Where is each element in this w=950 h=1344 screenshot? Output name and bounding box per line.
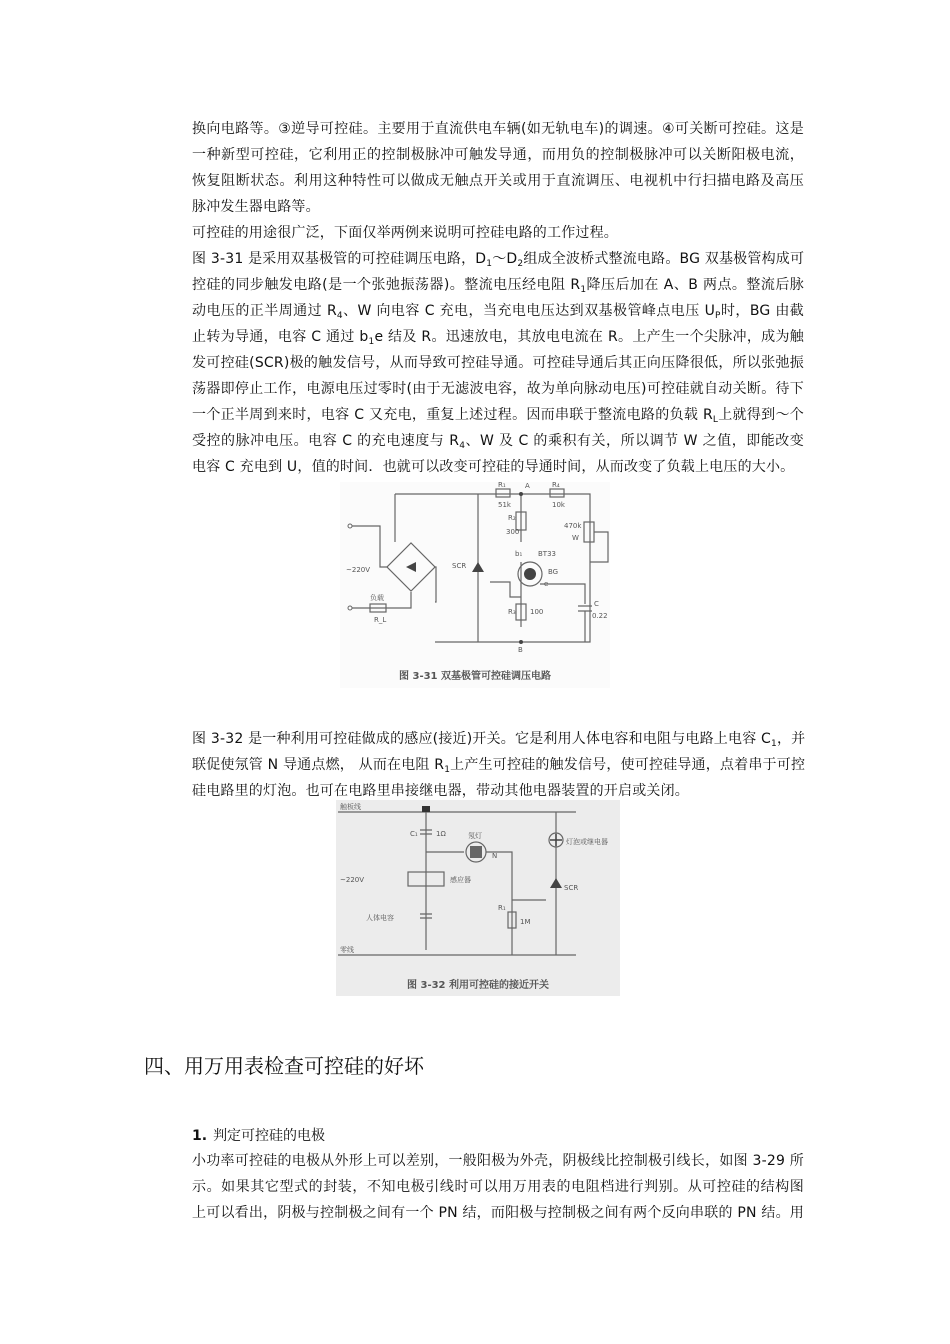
paragraph-electrode-identification: [192, 1148, 804, 1226]
figure-caption: 图 3-32 利用可控硅的接近开关: [407, 980, 549, 991]
label-r4: R₄: [552, 482, 560, 489]
label-bt33: BT33: [538, 550, 556, 558]
text-line: 联促使氖管 N 导通点燃， 从而在电阻 $R_1$上产生可控硅的触发信号，使可控硅导通，点着串于可控: [192, 757, 806, 775]
label-w: W: [572, 534, 579, 542]
text-line: 硅电路里的灯泡。也可在电路里串接继电器，带动其他电器装置的开启或关闭。: [192, 783, 689, 799]
text-line: 受控的脉冲电压。电容 C 的充电速度与 $R_4$、W 及 C 的乘积有关，所以调节 W 之值，即能改变: [192, 433, 804, 451]
section-heading: 四、用万用表检查可控硅的好坏: [144, 1054, 424, 1078]
figure-3-31: [340, 482, 610, 688]
label-lamp: 灯泡或继电器: [566, 838, 608, 846]
circuit-diagram-proximity-switch: [336, 800, 620, 996]
label-r1: R₁: [498, 482, 506, 489]
text-line: 图 3-32 是一种利用可控硅做成的感应(接近)开关。它是利用人体电容和电阻与电路上电容 $C_1$，并: [192, 731, 806, 749]
label-r1-value: 51k: [498, 501, 511, 509]
label-scr: SCR: [452, 562, 467, 570]
figure-caption: 图 3-31 双基极管可控硅调压电路: [399, 671, 551, 682]
paragraph-fig32-description: [192, 726, 804, 804]
paragraph-intro: [192, 220, 804, 246]
label-scr: SCR: [564, 884, 579, 892]
label-r4-value: 10k: [552, 501, 565, 509]
label-c1: C₁: [410, 830, 418, 838]
label-c-value: 0.22: [592, 612, 608, 620]
label-w-value: 470k: [564, 522, 582, 530]
label-n: N: [492, 852, 498, 860]
text-line: 电容 C 充电到 U，值的时间．也就可以改变可控硅的导通时间，从而改变了负载上电压的大小。: [192, 459, 795, 475]
text-line: 换向电路等。③逆导可控硅。主要用于直流供电车辆(如无轨电车)的调速。④可关断可控硅。这是: [192, 121, 804, 137]
label-r2: R₂: [508, 514, 516, 522]
label-load: 负载: [370, 594, 384, 602]
label-bottom-rail: 零线: [340, 946, 354, 954]
subsection-number: 1.: [192, 1128, 208, 1144]
label-c: C: [594, 600, 599, 608]
text-line: 一种新型可控硅，它利用正的控制极脉冲可触发导通，而用负的控制极脉冲可以关断阳极电流，: [192, 147, 804, 163]
circuit-diagram-scr-ujt: [340, 482, 610, 688]
text-line: 荡器即停止工作，电源电压过零时(由于无滤波电容，故为单向脉动电压)可控硅就自动关断。待下: [192, 381, 804, 397]
text-line: 动电压的正半周通过 $R_4$、W 向电容 C 充电，当充电电压达到双基极管峰点电压 $U_P$时，BG 由截: [192, 303, 804, 321]
text-line: 上可以看出，阴极与控制极之间有一个 PN 结，而阳极与控制极之间有两个反向串联的 PN 结。用: [192, 1205, 804, 1221]
label-top-rail: 触板线: [340, 803, 361, 811]
text-line: 小功率可控硅的电极从外形上可以差别，一般阳极为外壳，阴极线比控制极引线长，如图 3-29 所: [192, 1153, 804, 1169]
label-c1-value: 1Ω: [436, 830, 446, 838]
label-r1: R₁: [498, 904, 506, 912]
text-line: 止转为导通，电容 C 通过 $b_1e$ 结及 R。迅速放电，其放电电流在 R。上产生一个尖脉冲，成为触: [192, 329, 804, 347]
text-line: 控硅的同步触发电路(是一个张弛振荡器)。整流电压经电阻 $R_1$降压后加在 A、B 两点。整流后脉: [192, 277, 804, 295]
subsection-title: 判定可控硅的电极: [213, 1128, 326, 1144]
label-r2-value: 300: [506, 528, 520, 536]
label-e: e: [544, 580, 549, 588]
label-rl: R_L: [374, 616, 387, 624]
text-line: 发可控硅(SCR)极的触发信号，从而导致可控硅导通。可控硅导通后其正向压降很低，所以张弛振: [192, 355, 804, 371]
paragraph-scr-types: [192, 116, 804, 220]
text-line: 示。如果其它型式的封装，不知电极引线时可以用万用表的电阻档进行判别。从可控硅的结构图: [192, 1179, 804, 1195]
text-line: 脉冲发生器电路等。: [192, 199, 320, 215]
label-b: B: [518, 646, 523, 654]
label-220v: ~220V: [340, 876, 365, 884]
label-r1-value: 1M: [520, 918, 531, 926]
label-220v: ~220V: [346, 566, 371, 574]
label-coil: 感应器: [450, 876, 471, 884]
text-line: 图 3-31 是采用双基极管的可控硅调压电路，$D_1\sim D_2$组成全波桥式整流电路。BG 双基极管构成可: [192, 251, 805, 269]
label-body-capacitance: 人体电容: [366, 914, 394, 922]
label-r3: R₃: [508, 608, 516, 616]
label-b1: b₁: [515, 550, 523, 558]
subsection-heading: [192, 1125, 325, 1145]
text-line: 一个正半周到来时，电容 C 又充电，重复上述过程。因而串联于整流电路的负载 $R_L$上就得到～个: [192, 407, 804, 425]
figure-3-32: [336, 800, 620, 996]
label-bg: BG: [548, 568, 559, 576]
label-neon: 氖灯: [468, 832, 482, 840]
label-a: A: [525, 482, 530, 490]
paragraph-fig31-description: [192, 246, 804, 480]
text-line: 可控硅的用途很广泛，下面仅举两例来说明可控硅电路的工作过程。: [192, 225, 618, 241]
label-r3-value: 100: [530, 608, 544, 616]
text-line: 恢复阻断状态。利用这种特性可以做成无触点开关或用于直流调压、电视机中行扫描电路及高压: [192, 173, 804, 189]
